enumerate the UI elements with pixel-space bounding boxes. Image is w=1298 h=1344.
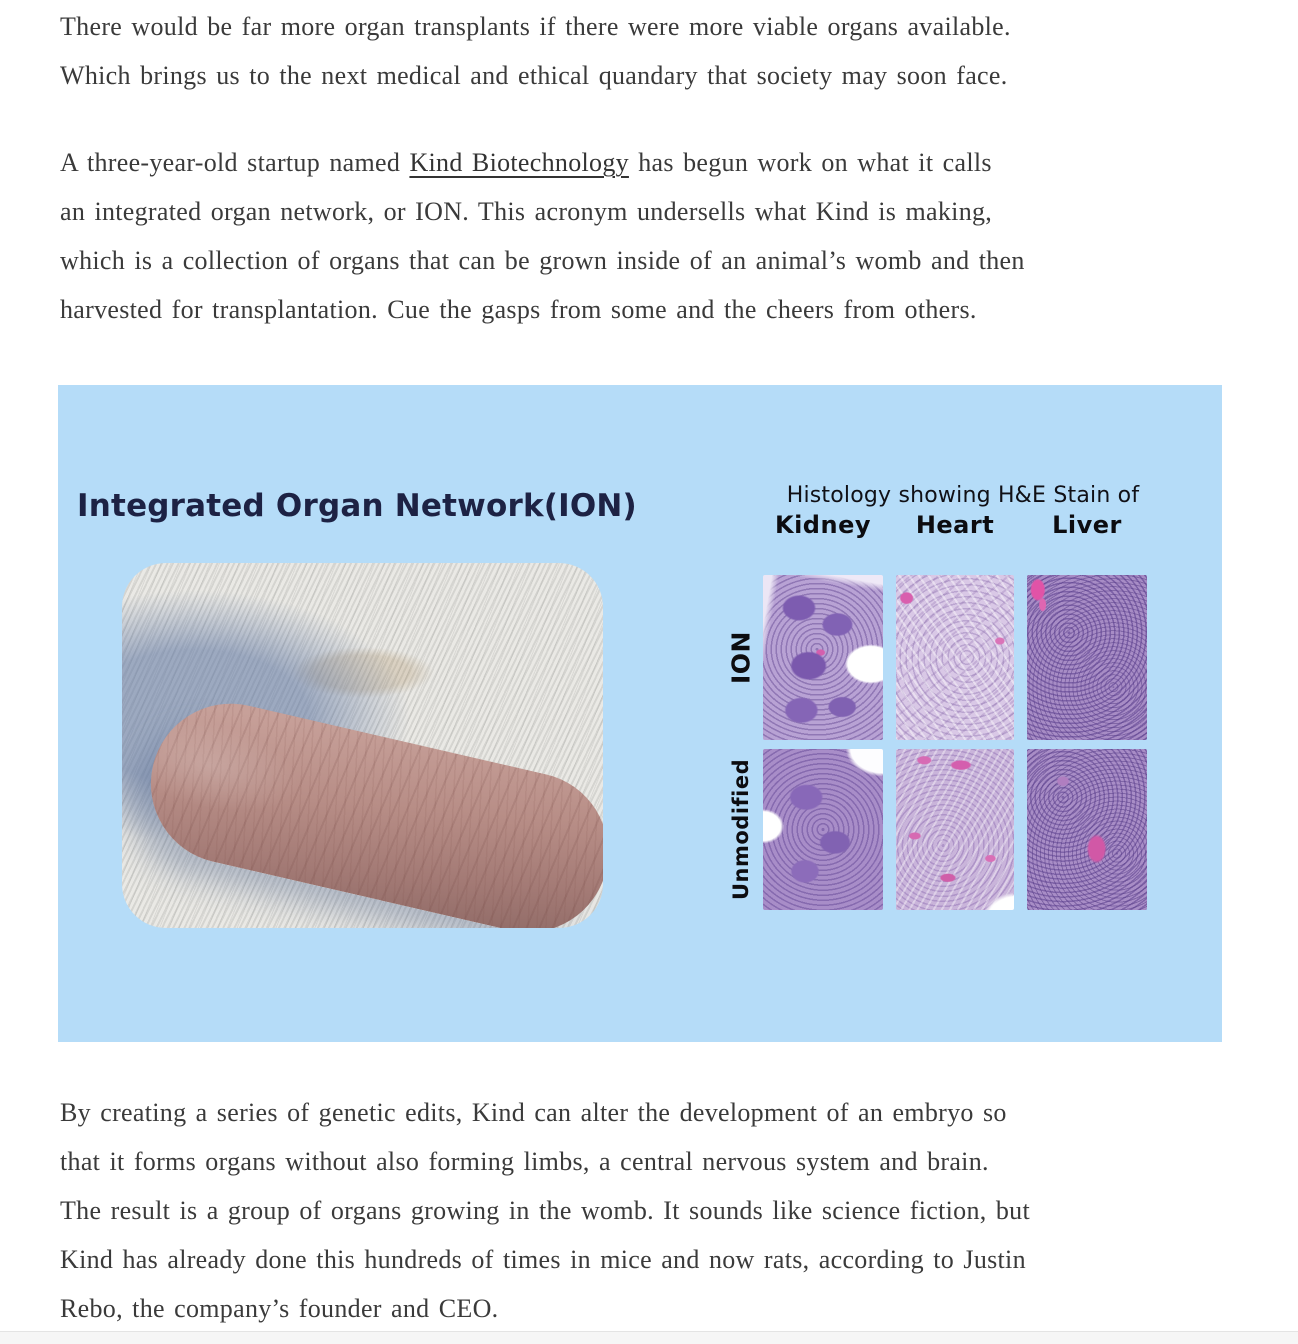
- text-line: Which brings us to the next medical and ethical quandary that society may soon face.: [60, 61, 1008, 90]
- figure-title: Integrated Organ Network(ION): [77, 488, 637, 524]
- grown-organ-specimen: [135, 688, 603, 928]
- text-line: that it forms organs without also forming limbs, a central nervous system and brain.: [60, 1147, 989, 1176]
- text-line: harvested for transplantation. Cue the gasps from some and the cheers from others.: [60, 295, 977, 324]
- text-line: [60, 138, 1270, 187]
- kind-biotechnology-link[interactable]: Kind Biotechnology: [409, 148, 629, 177]
- ion-specimen-photo: [122, 563, 603, 928]
- histology-tile-ion-kidney: [763, 575, 883, 740]
- paragraph-intro: [60, 2, 1270, 100]
- histology-tile-ion-heart: [896, 575, 1014, 740]
- text-line: The result is a group of organs growing in the womb. It sounds like science fiction, but: [60, 1196, 1030, 1225]
- paragraph-kind-biotech: [60, 138, 1270, 334]
- text-line: There would be far more organ transplants if there were more viable organs available.: [60, 12, 1011, 41]
- column-label-liver: Liver: [1052, 511, 1122, 539]
- text-segment: has begun work on what it calls: [628, 148, 992, 177]
- histology-tile-unmodified-liver: [1027, 749, 1147, 910]
- text-line: Kind has already done this hundreds of times in mice and now rats, according to Justin: [60, 1245, 1026, 1274]
- text-line: By creating a series of genetic edits, Kind can alter the development of an embryo so: [60, 1098, 1007, 1127]
- histology-grid: [763, 575, 1147, 910]
- histology-tile-unmodified-kidney: [763, 749, 883, 910]
- histology-tile-unmodified-heart: [896, 749, 1014, 910]
- histology-column-labels: [705, 511, 1147, 539]
- page-bottom-divider: [0, 1331, 1298, 1344]
- text-line: Rebo, the company’s founder and CEO.: [60, 1294, 499, 1323]
- paragraph-genetic-edits: [60, 1088, 1270, 1333]
- row-label-ion: ION: [726, 631, 756, 684]
- column-label-kidney: Kidney: [774, 511, 871, 539]
- column-label-heart: Heart: [915, 511, 995, 539]
- text-line: an integrated organ network, or ION. This acronym undersells what Kind is making,: [60, 197, 993, 226]
- text-line: which is a collection of organs that can be grown inside of an animal’s womb and then: [60, 246, 1025, 275]
- row-label-unmodified: Unmodified: [729, 758, 753, 901]
- histology-tile-ion-liver: [1027, 575, 1147, 740]
- histology-heading: Histology showing H&E Stain of: [786, 483, 1140, 508]
- ion-figure: [58, 385, 1222, 1042]
- text-segment: A three-year-old startup named: [60, 148, 410, 177]
